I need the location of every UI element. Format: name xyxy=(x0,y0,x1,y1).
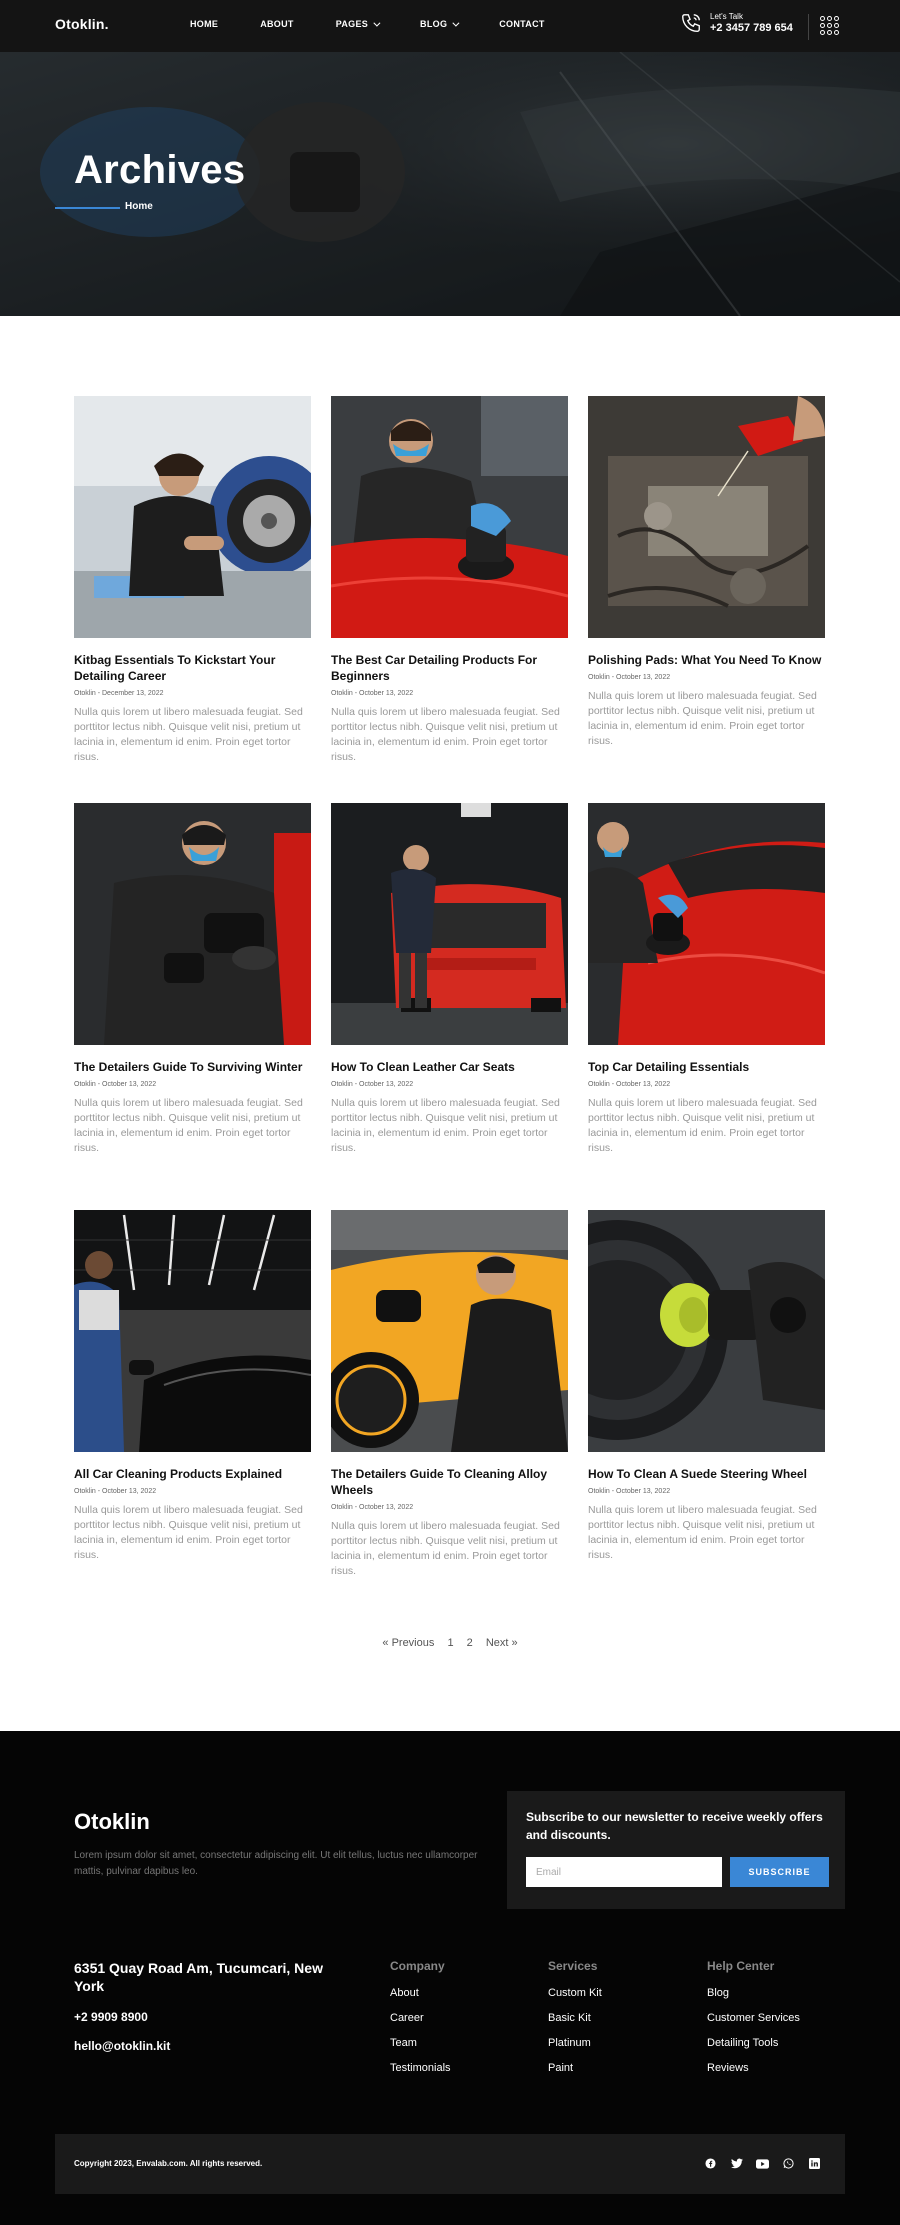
post-excerpt: Nulla quis lorem ut libero malesuada feugiat. Sed porttitor lectus nibh. Quisque velit nisi, pretium ut lacinia in, elementum id enim. Proin eget tortor risus. xyxy=(588,690,817,747)
page-title: Archives xyxy=(74,148,246,192)
footer-about: Lorem ipsum dolor sit amet, consectetur adipiscing elit. Ut elit tellus, luctus nec ullamcorper mattis, pulvinar dapibus leo. xyxy=(74,1850,478,1877)
nav-contact-label: CONTACT xyxy=(499,19,545,29)
post-card xyxy=(331,396,568,765)
post-thumbnail[interactable] xyxy=(331,396,568,638)
linkedin-icon[interactable] xyxy=(808,2157,821,2170)
post-title[interactable]: The Best Car Detailing Products For Beginners xyxy=(331,653,538,683)
post-thumbnail[interactable] xyxy=(74,803,311,1045)
breadcrumb-accent-line xyxy=(55,207,120,209)
whatsapp-icon[interactable] xyxy=(782,2157,795,2170)
footer-link-custom-kit[interactable]: Custom Kit xyxy=(548,1987,602,1999)
post-card xyxy=(74,396,311,765)
post-excerpt: Nulla quis lorem ut libero malesuada feugiat. Sed porttitor lectus nibh. Quisque velit nisi, pretium ut lacinia in, elementum id enim. Proin eget tortor risus. xyxy=(588,1504,817,1561)
facebook-icon[interactable] xyxy=(704,2157,717,2170)
post-card xyxy=(331,803,568,1156)
newsletter-email-input[interactable] xyxy=(526,1857,722,1887)
post-card xyxy=(588,1210,825,1563)
pagination-next[interactable]: Next » xyxy=(485,1637,518,1649)
nav-home[interactable] xyxy=(190,19,218,29)
footer-col-services xyxy=(548,1959,602,2087)
post-card xyxy=(588,396,825,749)
breadcrumb-home[interactable]: Home xyxy=(125,201,153,212)
footer-brand[interactable]: Otoklin xyxy=(74,1809,150,1834)
subscribe-button[interactable]: SUBSCRIBE xyxy=(730,1857,829,1887)
footer-link-basic-kit[interactable]: Basic Kit xyxy=(548,2012,591,2024)
newsletter-box xyxy=(507,1791,845,1909)
post-title[interactable]: Top Car Detailing Essentials xyxy=(588,1060,750,1074)
post-thumbnail[interactable] xyxy=(331,803,568,1045)
contact-text xyxy=(710,12,793,34)
footer-link-about[interactable]: About xyxy=(390,1987,419,1999)
nav-blog[interactable] xyxy=(420,19,457,29)
footer-email[interactable]: hello@otoklin.kit xyxy=(74,2039,171,2053)
footer-col-help-center xyxy=(707,1959,800,2087)
copyright-text: Copyright 2023, Envalab.com. All rights reserved. xyxy=(74,2159,263,2168)
post-excerpt: Nulla quis lorem ut libero malesuada feugiat. Sed porttitor lectus nibh. Quisque velit nisi, pretium ut lacinia in, elementum id enim. Proin eget tortor risus. xyxy=(331,1520,560,1577)
youtube-icon[interactable] xyxy=(756,2157,769,2170)
post-meta: Otoklin - October 13, 2022 xyxy=(331,1081,414,1088)
post-meta: Otoklin - October 13, 2022 xyxy=(588,1488,671,1495)
post-excerpt: Nulla quis lorem ut libero malesuada feugiat. Sed porttitor lectus nibh. Quisque velit nisi, pretium ut lacinia in, elementum id enim. Proin eget tortor risus. xyxy=(588,1097,817,1154)
footer-link-platinum[interactable]: Platinum xyxy=(548,2037,591,2049)
header-divider xyxy=(808,14,809,40)
post-excerpt: Nulla quis lorem ut libero malesuada feugiat. Sed porttitor lectus nibh. Quisque velit nisi, pretium ut lacinia in, elementum id enim. Proin eget tortor risus. xyxy=(74,1504,303,1561)
post-excerpt: Nulla quis lorem ut libero malesuada feugiat. Sed porttitor lectus nibh. Quisque velit nisi, pretium ut lacinia in, elementum id enim. Proin eget tortor risus. xyxy=(331,706,560,763)
footer-col-title: Help Center xyxy=(707,1959,775,1973)
nav-pages[interactable] xyxy=(336,19,378,29)
post-thumbnail[interactable] xyxy=(74,1210,311,1452)
nav-about-label: ABOUT xyxy=(260,19,294,29)
pagination xyxy=(0,1637,900,1649)
post-excerpt: Nulla quis lorem ut libero malesuada feugiat. Sed porttitor lectus nibh. Quisque velit nisi, pretium ut lacinia in, elementum id enim. Proin eget tortor risus. xyxy=(331,1097,560,1154)
post-meta: Otoklin - October 13, 2022 xyxy=(331,1504,414,1511)
twitter-icon[interactable] xyxy=(730,2157,743,2170)
post-excerpt: Nulla quis lorem ut libero malesuada feugiat. Sed porttitor lectus nibh. Quisque velit nisi, pretium ut lacinia in, elementum id enim. Proin eget tortor risus. xyxy=(74,706,303,763)
nav-pages-label: PAGES xyxy=(335,19,369,29)
post-meta: Otoklin - October 13, 2022 xyxy=(74,1081,157,1088)
footer-link-testimonials[interactable]: Testimonials xyxy=(390,2062,451,2074)
pagination-page-2[interactable]: 2 xyxy=(466,1637,473,1649)
top-navbar xyxy=(0,0,900,52)
footer-link-paint[interactable]: Paint xyxy=(548,2062,574,2074)
footer-col-company xyxy=(390,1959,451,2087)
post-card xyxy=(588,803,825,1156)
footer-link-customer-services[interactable]: Customer Services xyxy=(707,2012,800,2024)
post-title[interactable]: The Detailers Guide To Surviving Winter xyxy=(74,1060,303,1074)
footer-address: 6351 Quay Road Am, Tucumcari, New York xyxy=(74,1960,323,1994)
copyright-bar xyxy=(55,2134,845,2194)
post-meta: Otoklin - October 13, 2022 xyxy=(331,690,414,697)
social-links xyxy=(704,2157,821,2170)
post-title[interactable]: How To Clean A Suede Steering Wheel xyxy=(588,1467,807,1481)
nav-blog-label: BLOG xyxy=(420,19,448,29)
site-logo[interactable]: Otoklin. xyxy=(55,16,109,32)
chevron-down-icon xyxy=(373,19,380,26)
post-thumbnail[interactable] xyxy=(331,1210,568,1452)
footer-link-blog[interactable]: Blog xyxy=(707,1987,730,1999)
post-meta: Otoklin - December 13, 2022 xyxy=(74,690,164,697)
footer-link-career[interactable]: Career xyxy=(390,2012,424,2024)
post-card xyxy=(74,803,311,1156)
post-thumbnail[interactable] xyxy=(588,396,825,638)
footer-col-title: Services xyxy=(548,1959,598,1973)
post-card xyxy=(74,1210,311,1563)
post-thumbnail[interactable] xyxy=(588,1210,825,1452)
post-title[interactable]: Kitbag Essentials To Kickstart Your Detailing Career xyxy=(74,653,276,683)
post-meta: Otoklin - October 13, 2022 xyxy=(588,1081,671,1088)
hero-banner xyxy=(0,52,900,316)
talk-phone: +2 3457 789 654 xyxy=(710,22,793,34)
footer-link-team[interactable]: Team xyxy=(390,2037,417,2049)
nav-home-label: HOME xyxy=(190,19,219,29)
pagination-page-1[interactable]: 1 xyxy=(447,1637,454,1649)
nav-about[interactable] xyxy=(260,19,294,29)
chevron-down-icon xyxy=(453,19,460,26)
post-thumbnail[interactable] xyxy=(74,396,311,638)
footer-col-title: Company xyxy=(390,1959,445,1973)
grid-menu-icon[interactable] xyxy=(820,16,840,36)
site-footer xyxy=(0,1731,900,2225)
pagination-previous[interactable]: « Previous xyxy=(382,1637,435,1649)
newsletter-text: Subscribe to our newsletter to receive weekly offers and discounts. xyxy=(526,1810,823,1842)
footer-phone[interactable]: +2 9909 8900 xyxy=(74,2010,148,2024)
nav-contact[interactable] xyxy=(499,19,544,29)
post-meta: Otoklin - October 13, 2022 xyxy=(588,674,671,681)
post-thumbnail[interactable] xyxy=(588,803,825,1045)
main-nav xyxy=(190,19,587,29)
post-title[interactable]: The Detailers Guide To Cleaning Alloy Wheels xyxy=(331,1467,548,1497)
post-excerpt: Nulla quis lorem ut libero malesuada feugiat. Sed porttitor lectus nibh. Quisque velit nisi, pretium ut lacinia in, elementum id enim. Proin eget tortor risus. xyxy=(74,1097,303,1154)
talk-label: Let's Talk xyxy=(710,12,743,21)
post-meta: Otoklin - October 13, 2022 xyxy=(74,1488,157,1495)
post-title[interactable]: How To Clean Leather Car Seats xyxy=(331,1060,515,1074)
phone-icon xyxy=(680,12,702,34)
post-card xyxy=(331,1210,568,1579)
post-title[interactable]: Polishing Pads: What You Need To Know xyxy=(588,653,822,667)
footer-link-detailing-tools[interactable]: Detailing Tools xyxy=(707,2037,779,2049)
contact-phone[interactable] xyxy=(680,12,793,34)
footer-link-reviews[interactable]: Reviews xyxy=(707,2062,749,2074)
post-title[interactable]: All Car Cleaning Products Explained xyxy=(74,1467,283,1481)
